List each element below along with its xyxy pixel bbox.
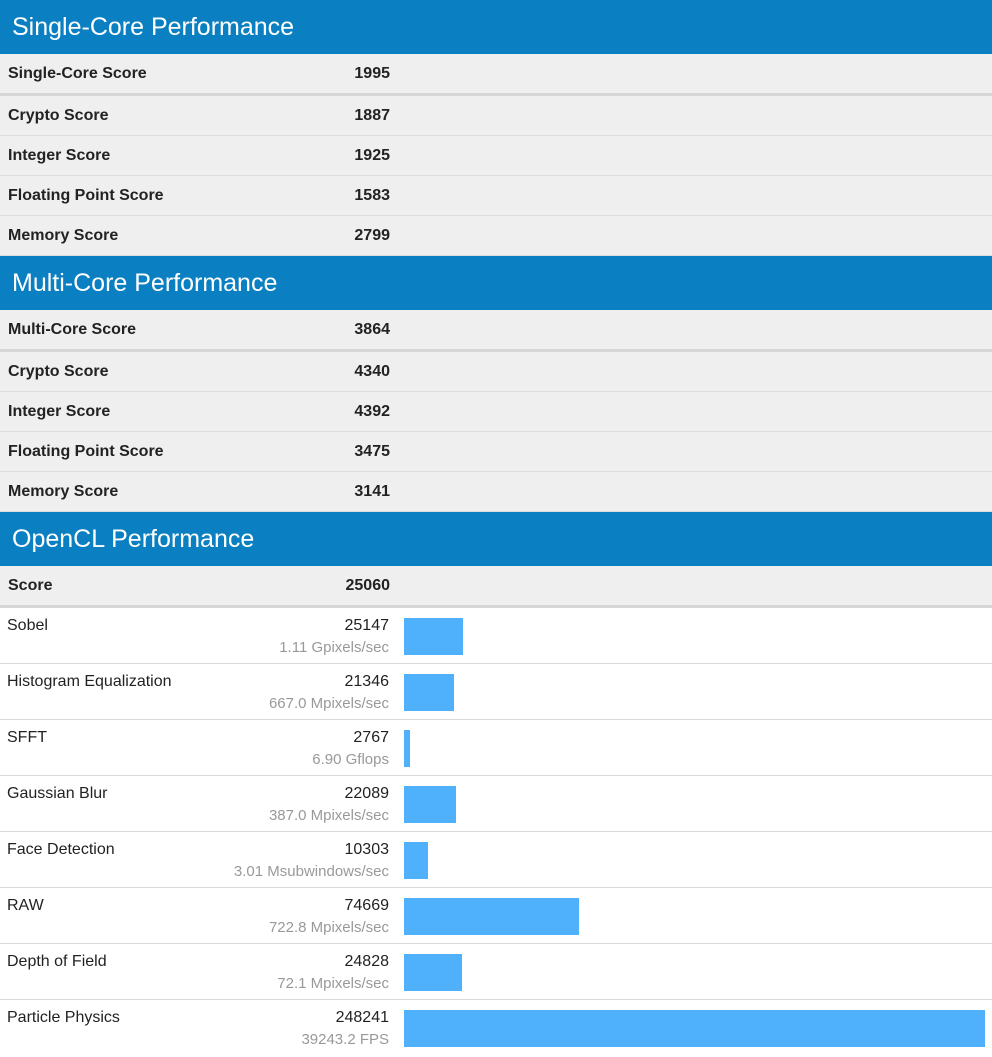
- multi-core-section: [0, 256, 992, 512]
- opencl-header: OpenCL Performance: [0, 512, 992, 566]
- single-core-section: [0, 0, 992, 256]
- benchmark-row-sfft: [0, 720, 992, 776]
- benchmark-score: 10303: [344, 841, 389, 858]
- benchmark-name: SFFT: [7, 729, 47, 746]
- benchmark-score: 21346: [344, 673, 389, 690]
- single-core-crypto-row: [0, 96, 992, 136]
- benchmark-metric: 722.8 Mpixels/sec: [268, 919, 389, 936]
- benchmark-metric: 1.11 Gpixels/sec: [279, 639, 389, 656]
- row-value: 1583: [354, 187, 390, 204]
- benchmark-metric: 72.1 Mpixels/sec: [277, 975, 389, 992]
- benchmark-row-histogram-equalization: [0, 664, 992, 720]
- benchmark-bar: [404, 674, 454, 711]
- row-value: 3141: [354, 483, 390, 500]
- benchmark-metric: 387.0 Mpixels/sec: [268, 807, 389, 824]
- single-core-score-row: [0, 54, 992, 96]
- benchmark-bar: [404, 954, 462, 991]
- benchmark-metric: 6.90 Gflops: [312, 751, 389, 768]
- multi-core-header: Multi-Core Performance: [0, 256, 992, 310]
- row-value: 2799: [354, 227, 390, 244]
- opencl-score-row: [0, 566, 992, 608]
- benchmark-name: Sobel: [7, 617, 48, 634]
- single-core-header: Single-Core Performance: [0, 0, 992, 54]
- benchmark-bar: [404, 786, 456, 823]
- benchmark-metric: 3.01 Msubwindows/sec: [233, 863, 389, 880]
- row-label: Crypto Score: [8, 363, 109, 380]
- benchmark-name: Gaussian Blur: [7, 785, 108, 802]
- benchmark-name: Histogram Equalization: [7, 673, 172, 690]
- row-value: 1995: [354, 65, 390, 82]
- row-label: Integer Score: [8, 403, 111, 420]
- benchmark-row-raw: [0, 888, 992, 944]
- benchmark-score: 248241: [335, 1009, 389, 1026]
- opencl-section: [0, 512, 992, 1057]
- benchmark-bar: [404, 842, 428, 879]
- benchmark-score: 74669: [344, 897, 389, 914]
- multi-core-integer-row: [0, 392, 992, 432]
- benchmark-row-sobel: [0, 608, 992, 664]
- row-label: Multi-Core Score: [8, 321, 137, 338]
- row-value: 3864: [354, 321, 390, 338]
- benchmark-metric: 667.0 Mpixels/sec: [268, 695, 389, 712]
- row-value: 25060: [345, 577, 390, 594]
- row-label: Floating Point Score: [8, 187, 164, 204]
- multi-core-floating-point-row: [0, 432, 992, 472]
- single-core-memory-row: [0, 216, 992, 256]
- row-label: Score: [8, 577, 53, 594]
- benchmark-row-particle-physics: [0, 1000, 992, 1057]
- benchmark-row-depth-of-field: [0, 944, 992, 1000]
- benchmark-bar: [404, 618, 463, 655]
- row-value: 1925: [354, 147, 390, 164]
- benchmark-bar: [404, 898, 579, 935]
- row-value: 4392: [354, 403, 390, 420]
- row-value: 1887: [354, 107, 390, 124]
- benchmark-name: Particle Physics: [7, 1009, 120, 1026]
- row-value: 3475: [354, 443, 390, 460]
- row-label: Crypto Score: [8, 107, 109, 124]
- row-label: Integer Score: [8, 147, 111, 164]
- benchmark-score: 2767: [353, 729, 389, 746]
- benchmark-metric: 39243.2 FPS: [301, 1031, 389, 1048]
- single-core-floating-point-row: [0, 176, 992, 216]
- benchmark-name: Depth of Field: [7, 953, 107, 970]
- row-label: Memory Score: [8, 483, 119, 500]
- benchmark-bar: [404, 1010, 985, 1047]
- single-core-integer-row: [0, 136, 992, 176]
- row-label: Single-Core Score: [8, 65, 147, 82]
- benchmark-score: 25147: [344, 617, 389, 634]
- multi-core-crypto-row: [0, 352, 992, 392]
- benchmark-row-gaussian-blur: [0, 776, 992, 832]
- multi-core-score-row: [0, 310, 992, 352]
- benchmark-name: RAW: [7, 897, 44, 914]
- row-label: Floating Point Score: [8, 443, 164, 460]
- benchmark-row-face-detection: [0, 832, 992, 888]
- row-label: Memory Score: [8, 227, 119, 244]
- benchmark-name: Face Detection: [7, 841, 115, 858]
- benchmark-score: 22089: [344, 785, 389, 802]
- row-value: 4340: [354, 363, 390, 380]
- benchmark-score: 24828: [344, 953, 389, 970]
- multi-core-memory-row: [0, 472, 992, 512]
- benchmark-bar: [404, 730, 410, 767]
